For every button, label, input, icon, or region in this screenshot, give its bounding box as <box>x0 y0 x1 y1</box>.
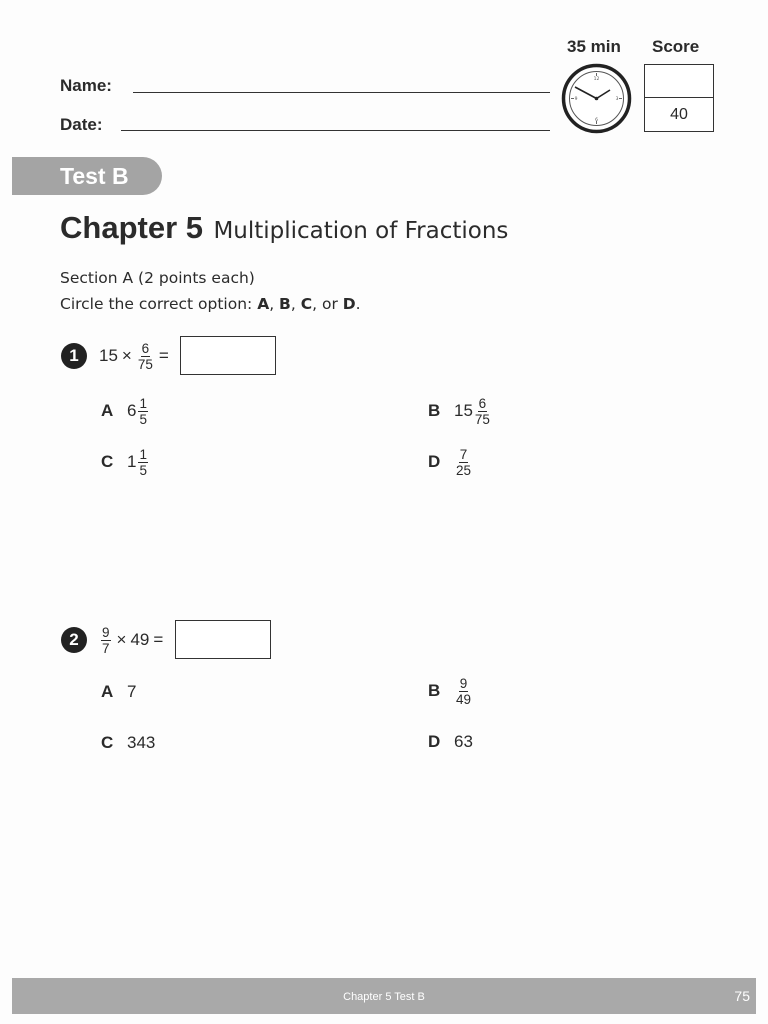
name-field[interactable] <box>133 92 550 93</box>
q1-option-b[interactable]: B 15 $\frac{6}{75}$ <box>428 395 490 427</box>
section-instruction <box>60 295 361 313</box>
q1-option-d[interactable]: D $\frac{7}{25}$ <box>428 446 472 478</box>
instruction-sep: , <box>269 295 280 313</box>
score-input-box[interactable] <box>644 64 714 98</box>
score-label: Score <box>652 37 700 56</box>
section-heading: Section A (2 points each) <box>60 269 255 287</box>
chapter-number: Chapter 5 <box>60 210 203 245</box>
question-1-number: 1 <box>61 343 87 369</box>
instruction-option-b: B <box>279 295 291 313</box>
page-title <box>60 210 508 246</box>
date-label: Date: <box>60 115 103 134</box>
svg-text:6: 6 <box>595 118 598 123</box>
question-2-expression <box>99 624 163 656</box>
q2-fraction: $\frac{9}{7}$ <box>102 624 110 656</box>
date-field[interactable] <box>121 130 550 131</box>
time-label: 35 min <box>567 37 621 56</box>
q2-whole: 49 <box>130 630 150 649</box>
name-label: Name: <box>60 76 112 95</box>
instruction-option-a: A <box>257 295 270 313</box>
q2-option-b-fraction: $\frac{9}{49}$ <box>456 675 472 707</box>
question-1-expression <box>99 340 169 372</box>
page-footer <box>12 978 756 1014</box>
instruction-end: . <box>355 295 361 313</box>
instruction-option-d: D <box>342 295 356 313</box>
q1-option-d-fraction: $\frac{7}{25}$ <box>456 446 472 478</box>
page-number: 75 <box>734 988 750 1004</box>
clock-icon <box>561 63 632 134</box>
chapter-topic: Multiplication of Fractions <box>213 218 509 244</box>
question-2-answer-box[interactable] <box>175 620 271 659</box>
q2-option-b[interactable]: B $\frac{9}{49}$ <box>428 675 472 707</box>
instruction-option-c: C <box>300 295 313 313</box>
instruction-sep: , or <box>312 295 343 313</box>
q1-option-b-fraction: $\frac{6}{75}$ <box>474 395 490 427</box>
q1-times: × <box>121 346 132 365</box>
footer-text: Chapter 5 Test B <box>343 991 425 1003</box>
q2-equals: = <box>153 630 164 649</box>
instruction-sep: , <box>290 295 301 313</box>
svg-text:3: 3 <box>615 97 619 102</box>
q2-option-a[interactable]: A 7 <box>101 682 137 701</box>
svg-text:9: 9 <box>574 97 578 102</box>
q1-whole: 15 <box>99 346 118 365</box>
q1-fraction: $\frac{6}{75}$ <box>137 340 153 372</box>
question-1-answer-box[interactable] <box>180 336 276 375</box>
q2-times: × <box>116 630 127 649</box>
score-total: 40 <box>644 97 714 132</box>
q2-option-c[interactable]: C 343 <box>101 733 156 752</box>
q1-option-c-fraction: $\frac{1}{5}$ <box>139 446 147 478</box>
q1-option-a-fraction: $\frac{1}{5}$ <box>139 395 147 427</box>
q1-option-c[interactable]: C 1 $\frac{1}{5}$ <box>101 446 147 478</box>
question-2-number: 2 <box>61 627 87 653</box>
instruction-text: Circle the correct option: <box>60 295 258 313</box>
q2-option-d[interactable]: D 63 <box>428 732 473 751</box>
test-tab: Test B <box>12 157 162 195</box>
q1-equals: = <box>158 346 169 365</box>
q1-option-a[interactable]: A 6 $\frac{1}{5}$ <box>101 395 147 427</box>
svg-text:12: 12 <box>593 77 600 82</box>
